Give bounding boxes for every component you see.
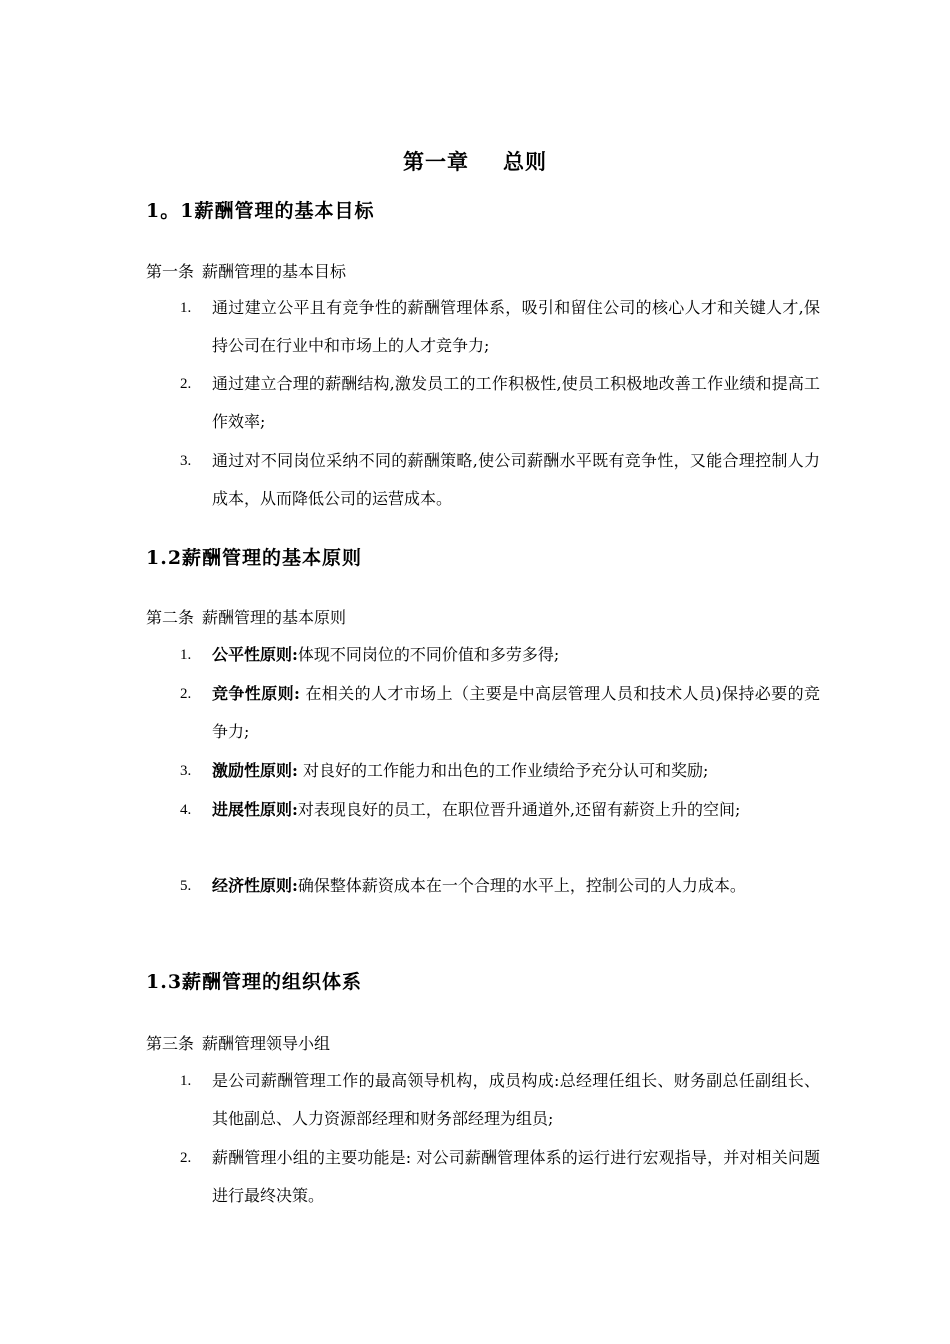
item-number: 2. [180,686,192,702]
list-item [180,1062,820,1138]
list-item [180,791,820,829]
item-text: 通过建立合理的薪酬结构,激发员工的工作积极性,使员工积极地改善工作业绩和提高工作效率; [212,374,820,431]
list-item [180,867,820,905]
list-item [180,675,820,751]
chapter-name: 总则 [503,149,547,174]
item-term: 经济性原则: [212,876,298,895]
article-title: 薪酬管理的基本目标 [202,262,347,281]
item-text: 通过对不同岗位采纳不同的薪酬策略,使公司薪酬水平既有竞争性，又能合理控制人力成本，从而降低公司的运营成本。 [212,451,820,508]
item-text: 通过建立公平且有竞争性的薪酬管理体系，吸引和留住公司的核心人才和关键人才,保持公司在行业中和市场上的人才竞争力; [212,298,820,355]
article-label: 第一条 [146,262,195,281]
item-term: 公平性原则: [212,645,298,664]
section-heading: 1。1薪酬管理的基本目标 [146,200,375,222]
article-heading [146,605,346,628]
list-item [180,365,820,441]
article-title: 薪酬管理领导小组 [202,1034,331,1053]
item-number: 5. [180,878,192,894]
item-number: 3. [180,453,192,469]
item-text: 是公司薪酬管理工作的最高领导机构，成员构成:总经理任组长、财务副总任副组长、其他副总、人力资源部经理和财务部经理为组员; [212,1071,820,1128]
item-number: 3. [180,763,192,779]
list-item [180,442,820,518]
article-label: 第三条 [146,1034,195,1053]
item-term: 竞争性原则: [212,684,300,703]
section-heading: 1.3薪酬管理的组织体系 [146,971,363,993]
item-number: 4. [180,802,192,818]
article-title: 薪酬管理的基本原则 [202,608,347,627]
item-text: 薪酬管理小组的主要功能是: 对公司薪酬管理体系的运行进行宏观指导，并对相关问题进行最终决策。 [212,1148,820,1205]
section-heading: 1.2薪酬管理的基本原则 [146,547,363,569]
item-number: 1. [180,1073,192,1089]
item-term: 激励性原则: [212,761,298,780]
item-text: 对良好的工作能力和出色的工作业绩给予充分认可和奖励; [297,761,709,780]
item-text: 对表现良好的员工，在职位晋升通道外,还留有薪资上升的空间; [297,800,741,819]
item-number: 2. [180,376,192,392]
item-number: 1. [180,300,192,316]
list-item [180,1139,820,1215]
item-term: 进展性原则: [212,800,298,819]
item-text: 在相关的人才市场上（主要是中高层管理人员和技术人员)保持必要的竞争力; [212,684,820,741]
item-number: 2. [180,1150,192,1166]
chapter-label: 第一章 [403,149,469,174]
list-item [180,289,820,365]
article-heading [146,259,346,282]
article-heading [146,1031,330,1054]
list-item [180,636,820,674]
item-text: 体现不同岗位的不同价值和多劳多得; [297,645,560,664]
list-item [180,752,820,790]
item-text: 确保整体薪资成本在一个合理的水平上，控制公司的人力成本。 [297,876,746,895]
article-label: 第二条 [146,608,195,627]
item-number: 1. [180,647,192,663]
chapter-title [0,146,950,176]
